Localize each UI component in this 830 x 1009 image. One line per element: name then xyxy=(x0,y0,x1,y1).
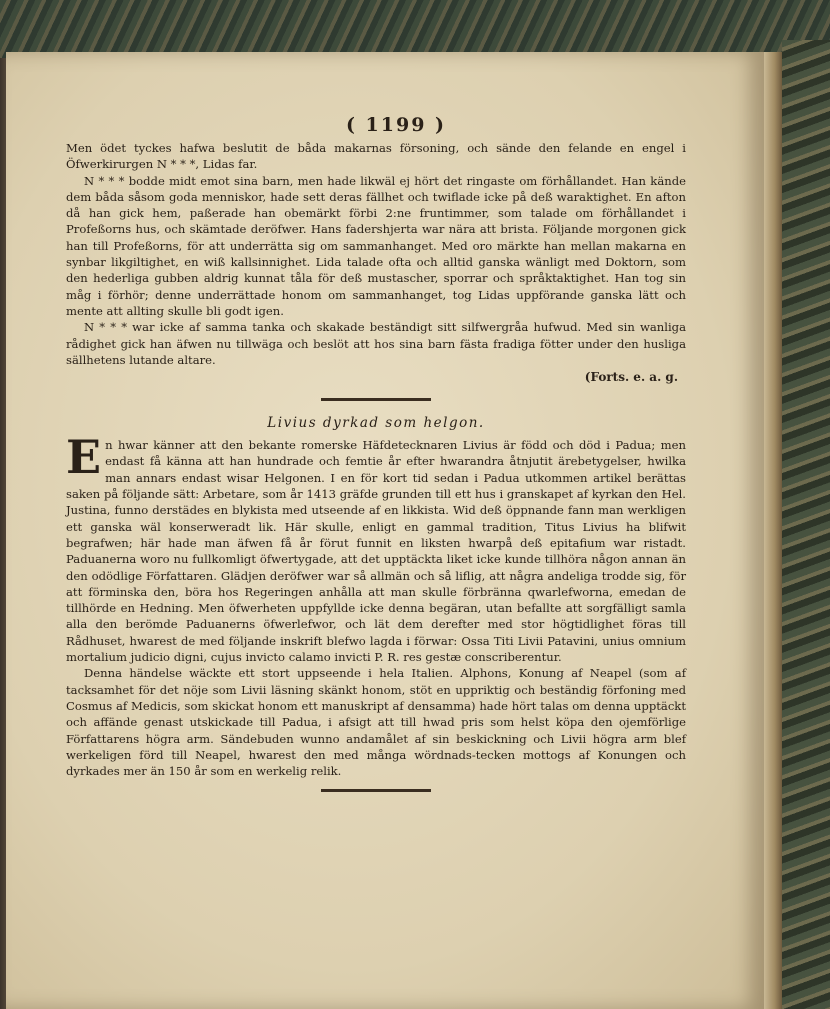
drop-cap: E xyxy=(66,430,102,485)
paragraph-text: n hwar känner att den bekante romerske Häfdetecknaren Livius är född och död i Padua; men endast få känna att han hundrade och femtie år efter hwarandra åtnjutit ärebetygelser, hwilka man annars endast wisar Helgonen. I en för kort tid sedan i Padua utkommen artikel berättas saken på följande sätt: Arbetare, som år 1413 gräfde grunden till ett hus i granskapet af kyrkan den Hel. Justina, funno derstädes en blykista med utseende af en likkista. Wid deß öppnande fann man werkligen ett ganska wäl konserweradt lik. Här skulle, enligt en gammal tradition, Titus Livius ha blifwit begrafwen; här hade man äfwen få år förut funnit en liksten hwarpå deß epitafium war ristadt. Paduanerna woro nu fullkomligt öfwertygade, att det upptäckta liket icke kunde tillhöra någon annan än den odödlige Författaren. Glädjen deröfwer war så allmän och så liflig, att några andeliga trodde sig, för att förminska den, böra hos Regeringen anhålla att man skulle förbränna qwarlefworna, emedan de tillhörde en Hedning. Men öfwerheten uppfyllde icke denna begäran, utan befallte att sorgfälligt samla alla den berömde Paduanerns öfwerlefwor, och lät dem derefter med stor högtidlighet föras till Rådhuset, hwarest de med följande inskrift blefwo lagda i förwar: Ossa Titi Livii Patavini, unius omnium mortalium judicio digni, cujus invicto calamo invicti P. R. res gestæ conscriberentur. xyxy=(66,438,686,665)
marbled-cover-top xyxy=(0,0,830,58)
section-divider xyxy=(321,398,431,401)
paragraph: N * * * war icke af samma tanka och skakade beständigt sitt silfwergråa hufwud. Med sin wanliga rådighet gick han äfwen nu tillwäga och beslöt att hos sina barn fästa fradiga fötter under den husliga sällhetens lutande altare. xyxy=(66,320,686,367)
paragraph xyxy=(66,430,686,665)
end-divider xyxy=(321,789,431,792)
article-title: Livius dyrkad som helgon. xyxy=(267,415,485,432)
page-content xyxy=(66,114,686,792)
page-edges xyxy=(764,52,782,1009)
marbled-cover-right xyxy=(782,40,830,1009)
paragraph: Denna händelse wäckte ett stort uppseende i hela Italien. Alphons, Konung af Neapel (som af tacksamhet för det nöje som Livii läsning skänkt honom, stöt en uppriktig och beständig förfoning med Cosmus af Medicis, som skickat honom ett manuskript af densamma) hade hört talas om denna upptäckt och affände genast utskickade till Padua, i afsigt att till hwad pris som helst köpa den ojemförlige Författarens högra arm. Sändebuden wunno andamålet af sin beskickning och Livii högra arm blef werkeligen förd till Neapel, hwarest den med många wördnads-tecken mottogs af Konungen och dyrkades mer än 150 år som en werkelig relik. xyxy=(66,666,686,779)
paragraph: N * * * bodde midt emot sina barn, men hade likwäl ej hört det ringaste om förhållandet. Han kände dem båda såsom goda menniskor, hade sett deras fällhet och twiflade icke på deß waraktighet. En afton då han gick hem, paßerade han obemärkt förbi 2:ne fruntimmer, som talade om förhållandet i Profeßorns hus, och skämtade deröfwer. Hans fadershjerta war nära att brista. Följande morgonen gick han till Profeßorns, för att underrätta sig om sammanhanget. Med oro märkte han mellan makarna en synbar likgiltighet, en wiß kallsinnighet. Lida talade ofta och alltid ganska wänligt med Doktorn, som den hederliga gubben aldrig kunnat tåla för deß mustascher, sporrar och språktaktighet. Han tog sin måg i förhör; denne underrättade honom om sammanhanget, tog Lidas uppförande ganska lätt och mente att allting skulle bli godt igen. xyxy=(66,173,686,318)
paragraph: Men ödet tyckes hafwa beslutit de båda makarnas försoning, och sände den felande en engel i Öfwerkirurgen N * * *, Lidas far. xyxy=(66,141,686,172)
page-number: ( 1199 ) xyxy=(345,114,447,136)
continuation-note: (Forts. e. a. g. xyxy=(584,370,678,385)
book-page xyxy=(6,52,764,1009)
